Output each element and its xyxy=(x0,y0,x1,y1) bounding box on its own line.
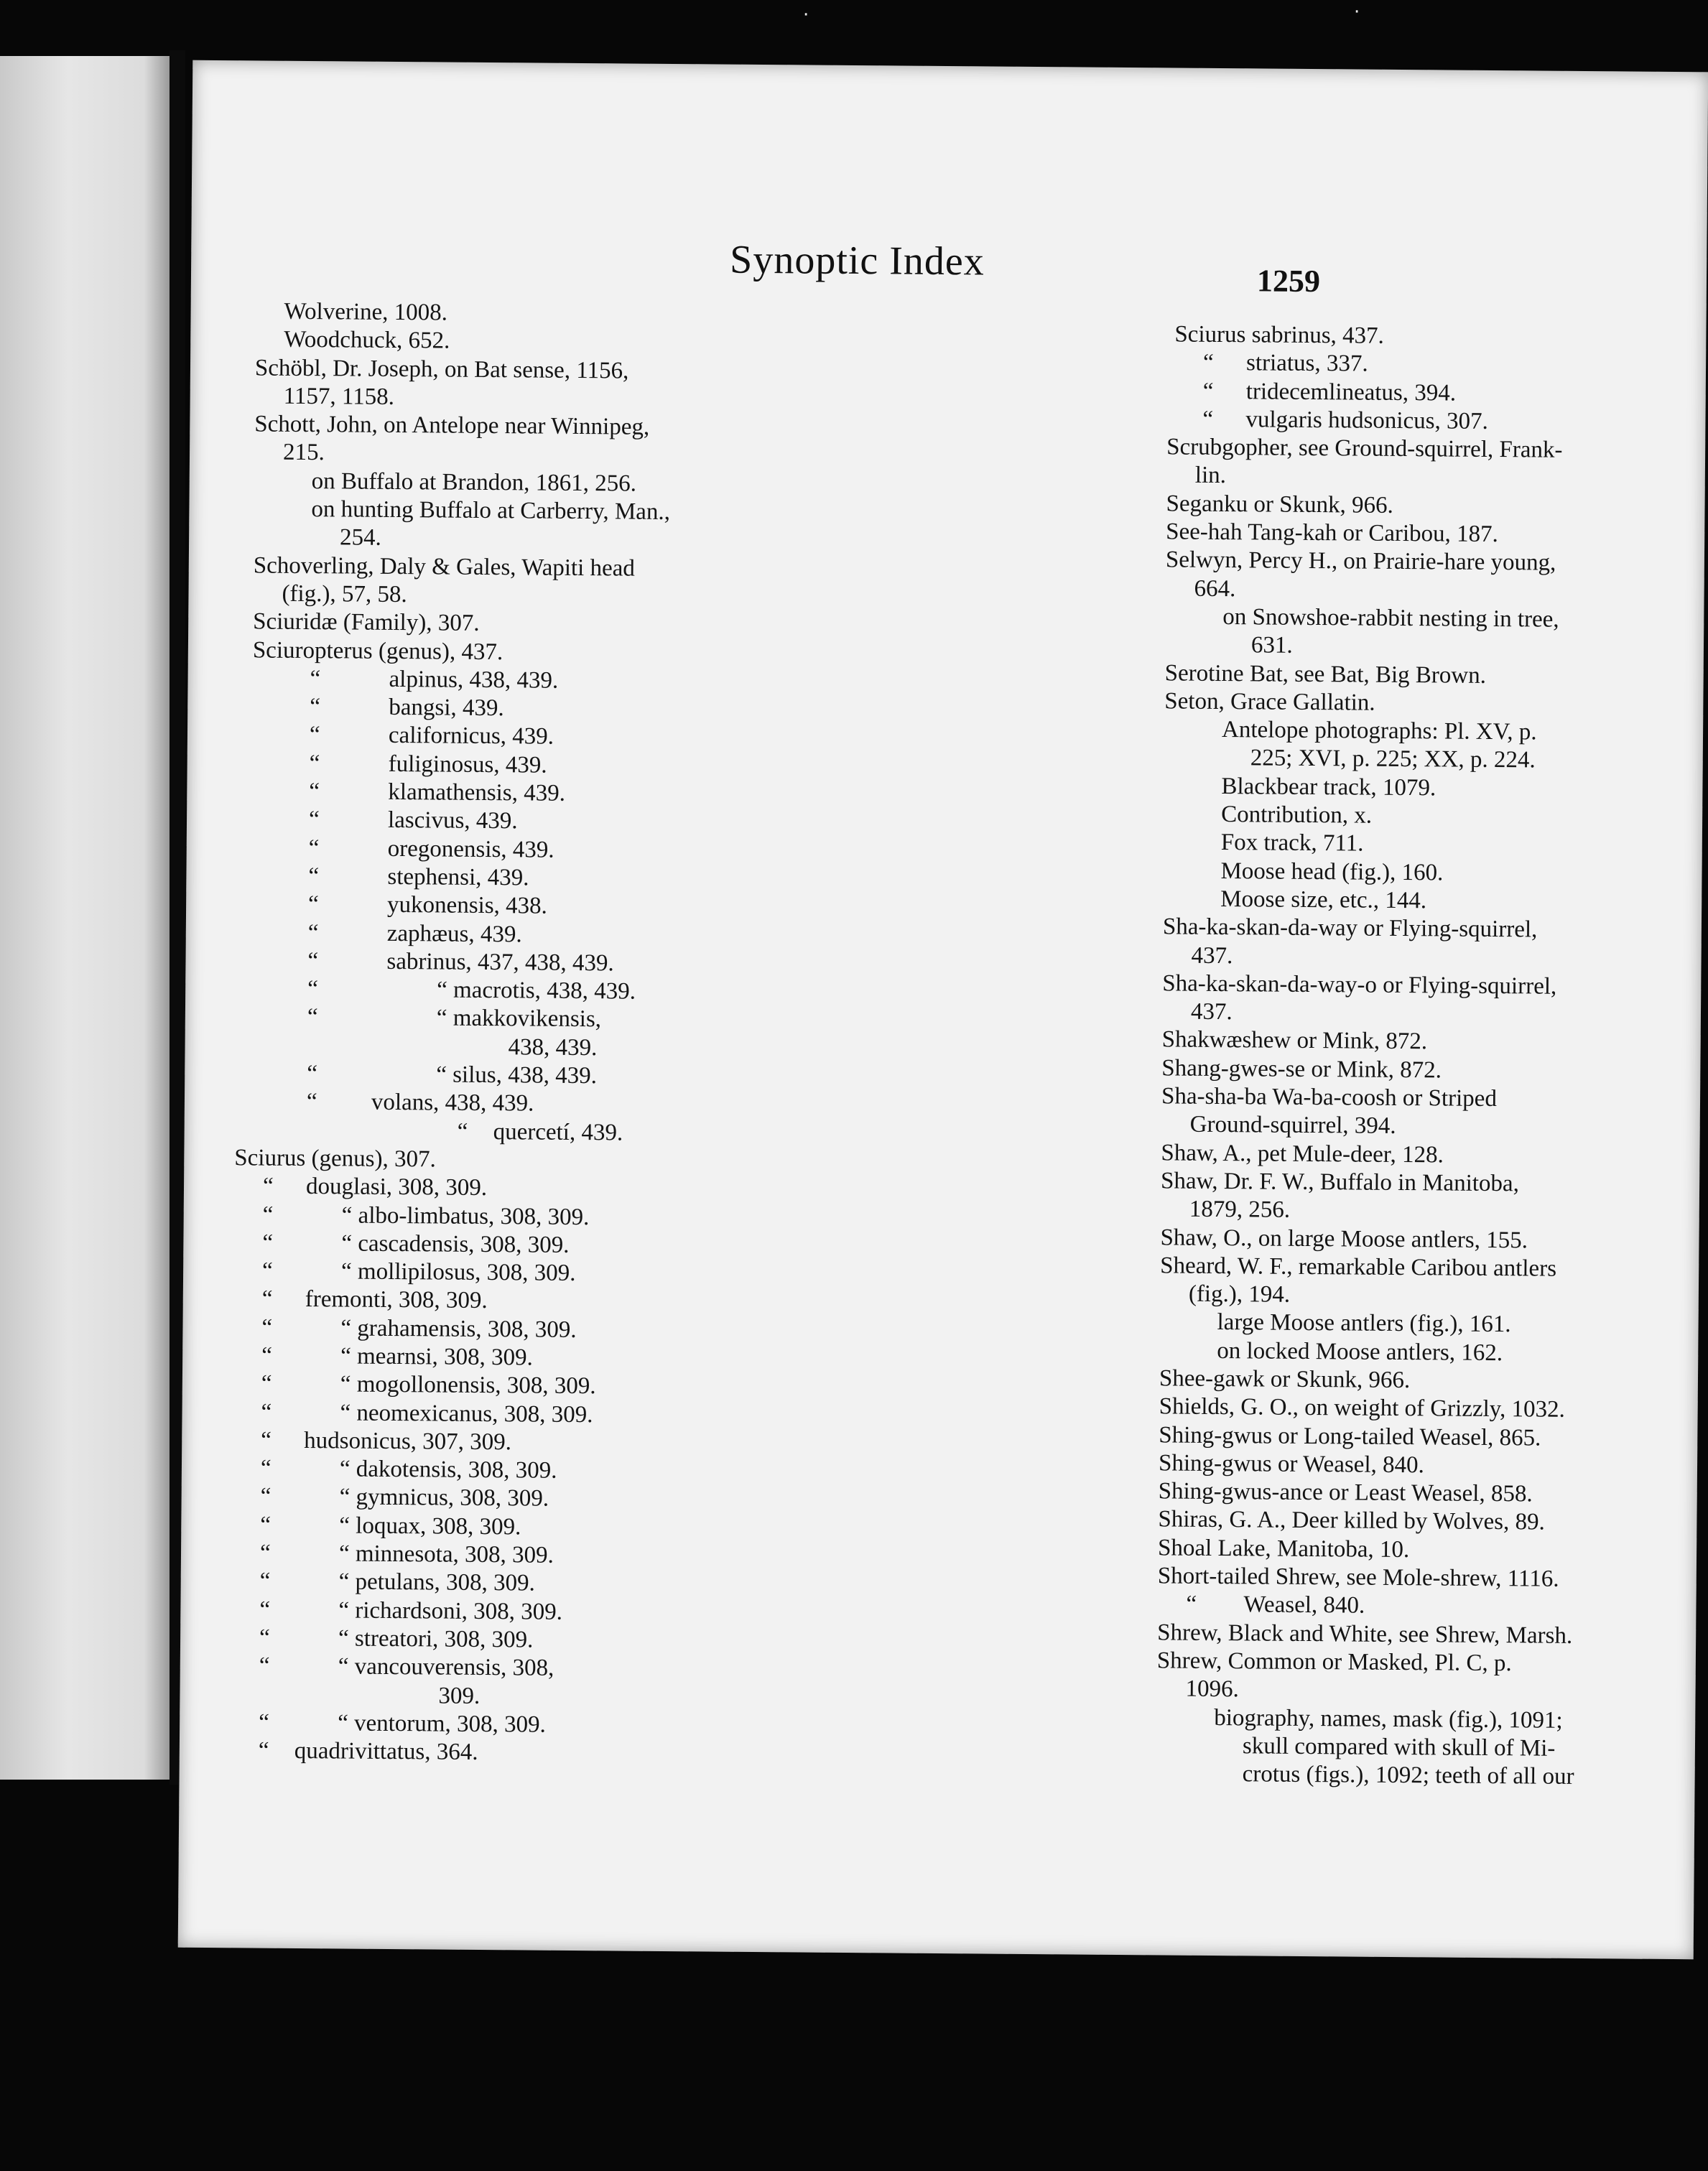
index-entry xyxy=(226,325,715,358)
index-entry xyxy=(222,919,710,951)
index-entry xyxy=(644,1163,1520,1197)
index-entry xyxy=(217,1483,705,1515)
index-entry-subtext: yukonensis, 438. xyxy=(386,892,548,919)
index-entry xyxy=(646,909,1538,943)
index-entry-text: Short-tailed Shrew, see Mole-shrew, 1116. xyxy=(1157,1563,1559,1592)
index-entry xyxy=(224,636,713,669)
index-entry xyxy=(221,1003,710,1036)
index-entry-text: Sciuropterus (genus), 437. xyxy=(252,636,503,665)
index-entry-subtext: “ albo-limbatus, 308, 309. xyxy=(341,1201,590,1230)
index-entry xyxy=(220,1201,708,1233)
index-entry-text: Scrubgopher, see Ground-squirrel, Frank- xyxy=(1166,434,1563,463)
index-entry xyxy=(218,1398,706,1431)
index-entry-text: Selwyn, Percy H., on Prairie-hare young, xyxy=(1165,547,1556,577)
index-entry xyxy=(223,664,712,697)
index-entry xyxy=(646,852,1444,886)
index-entry xyxy=(642,1389,1566,1423)
index-entry xyxy=(641,1502,1545,1536)
index-entry-text: Ground-squirrel, 394. xyxy=(1189,1112,1396,1140)
index-entry-text: “ xyxy=(259,1568,271,1595)
index-entry xyxy=(220,1144,708,1176)
index-entry-subtext: stephensi, 439. xyxy=(387,863,529,891)
index-entry xyxy=(642,1361,1411,1394)
index-entry-text: Shing-gwus or Long-tailed Weasel, 865. xyxy=(1159,1421,1541,1451)
index-entry xyxy=(218,1314,707,1346)
index-entry xyxy=(217,1567,705,1599)
index-entry xyxy=(218,1342,707,1374)
index-entry-subtext: “ cascadensis, 308, 309. xyxy=(341,1230,570,1258)
index-entry-subtext: Weasel, 840. xyxy=(1243,1591,1365,1619)
index-entry-text: “ xyxy=(457,1118,468,1145)
index-entry xyxy=(641,1446,1424,1479)
scan-speck: · xyxy=(1354,1,1360,23)
index-entry-subtext: “ mollipilosus, 308, 309. xyxy=(340,1258,576,1287)
index-entry xyxy=(222,890,710,922)
index-entry-subtext: alpinus, 438, 439. xyxy=(389,666,559,694)
index-page xyxy=(178,60,1708,1959)
adjacent-page-edge xyxy=(0,56,170,1780)
index-entry-text: “ xyxy=(307,919,319,946)
index-entry-subtext: sabrinus, 437, 438, 439. xyxy=(386,948,614,977)
index-entry-text: Sciurus sabrinus, 437. xyxy=(1174,321,1385,349)
page-number: 1259 xyxy=(1256,263,1321,299)
index-entry-text: “ xyxy=(308,863,320,890)
index-entry-text: Shaw, A., pet Mule-deer, 128. xyxy=(1161,1139,1444,1168)
index-entry-text: Shoal Lake, Manitoba, 10. xyxy=(1157,1535,1410,1563)
index-entry-text: lin. xyxy=(1194,462,1227,489)
index-entry xyxy=(223,805,711,837)
index-entry-text: Sciuridæ (Family), 307. xyxy=(253,608,480,637)
index-entry-text: “ xyxy=(262,1201,274,1228)
index-entry xyxy=(641,1474,1533,1507)
index-entry-text: “ xyxy=(307,1061,318,1087)
index-entry xyxy=(639,1699,1563,1734)
index-entry-text: “ xyxy=(261,1427,272,1454)
index-entry-subtext: bangsi, 439. xyxy=(389,694,504,722)
index-entry xyxy=(225,524,713,556)
index-entry-subtext: “ loquax, 308, 309. xyxy=(339,1512,521,1540)
index-entry-text: Shrew, Black and White, see Shrew, Marsh. xyxy=(1157,1619,1573,1649)
index-entry-subtext: “ silus, 438, 439. xyxy=(436,1061,598,1089)
index-entry-subtext: quercetí, 439. xyxy=(493,1118,623,1146)
index-entry xyxy=(647,740,1536,773)
index-entry-text: Fox track, 711. xyxy=(1220,829,1364,857)
index-entry xyxy=(221,975,710,1007)
index-entry xyxy=(645,1022,1428,1055)
index-column-right xyxy=(639,317,1574,1790)
index-entry-text: 1879, 256. xyxy=(1189,1196,1291,1224)
index-entry-text: “ xyxy=(260,1455,271,1482)
index-entry xyxy=(649,486,1393,519)
index-entry xyxy=(648,655,1487,689)
index-entry-text: Contribution, x. xyxy=(1221,801,1373,829)
index-entry xyxy=(221,947,710,979)
index-entry-text: Schoverling, Daly & Gales, Wapiti head xyxy=(253,552,635,582)
index-entry-text: “ xyxy=(1186,1591,1197,1618)
index-entry-text: “ xyxy=(261,1286,273,1313)
index-entry-text: 438, 439. xyxy=(508,1033,598,1061)
index-entry xyxy=(219,1285,707,1317)
index-entry-text: Antelope photographs: Pl. XV, p. xyxy=(1221,717,1537,745)
index-entry-text: “ xyxy=(310,694,321,720)
index-entry xyxy=(219,1257,707,1289)
index-entry xyxy=(646,824,1364,857)
index-entry xyxy=(223,749,712,781)
index-entry xyxy=(222,862,710,894)
index-entry-text: 437. xyxy=(1191,942,1233,969)
index-entry xyxy=(647,712,1537,745)
index-entry-text: “ xyxy=(306,1089,317,1115)
index-entry xyxy=(215,1737,704,1769)
index-entry-text: “ xyxy=(262,1173,274,1199)
index-entry xyxy=(221,1116,709,1148)
index-entry xyxy=(217,1511,705,1543)
index-entry-text: Serotine Bat, see Bat, Big Brown. xyxy=(1164,659,1487,689)
index-entry-subtext: “ mearnsi, 308, 309. xyxy=(340,1343,533,1371)
index-entry-text: on Snowshoe-rabbit nesting in tree, xyxy=(1222,604,1559,633)
index-entry xyxy=(643,1276,1291,1308)
index-entry-text: “ xyxy=(261,1342,272,1369)
index-entry-text: (fig.), 194. xyxy=(1188,1280,1291,1308)
index-entry xyxy=(216,1624,705,1656)
index-entry xyxy=(216,1596,705,1628)
index-entry xyxy=(650,345,1368,377)
index-entry-text: Sha-ka-skan-da-way-o or Flying-squirrel, xyxy=(1162,970,1557,1000)
index-entry-subtext: quadrivittatus, 364. xyxy=(294,1738,478,1766)
index-entry-text: “ xyxy=(259,1652,270,1679)
index-entry-subtext: lascivus, 439. xyxy=(387,807,518,835)
index-entry-subtext: “ grahamensis, 308, 309. xyxy=(340,1315,577,1343)
index-entry-text: “ xyxy=(307,891,319,918)
index-entry-subtext: vulgaris hudsonicus, 307. xyxy=(1245,406,1488,434)
index-entry-subtext: striatus, 337. xyxy=(1245,350,1368,377)
index-entry-text: “ xyxy=(1202,378,1214,404)
index-entry xyxy=(647,684,1375,716)
index-entry xyxy=(216,1652,705,1684)
index-entry-subtext: “ neomexicanus, 308, 309. xyxy=(340,1400,593,1428)
index-entry xyxy=(641,1417,1541,1451)
index-entry-subtext: “ ventorum, 308, 309. xyxy=(338,1710,546,1738)
index-entry xyxy=(226,354,715,386)
index-entry xyxy=(643,1219,1528,1253)
index-entry-text: “ xyxy=(259,1709,269,1736)
index-entry-text: Shrew, Common or Masked, Pl. C, p. xyxy=(1156,1647,1512,1677)
index-entry-text: Woodchuck, 652. xyxy=(284,327,450,354)
index-entry-subtext: volans, 438, 439. xyxy=(371,1089,534,1117)
index-entry-text: “ xyxy=(307,1004,318,1031)
index-entry-text: “ xyxy=(261,1257,273,1284)
index-entry xyxy=(223,834,711,866)
index-entry xyxy=(226,297,715,330)
index-entry-subtext: “ vancouverensis, 308, xyxy=(338,1653,554,1682)
index-entry-text: Schöbl, Dr. Joseph, on Bat sense, 1156, xyxy=(254,355,629,384)
index-entry-text: biography, names, mask (fig.), 1091; xyxy=(1214,1704,1563,1734)
index-entry xyxy=(219,1229,707,1261)
index-entry xyxy=(648,599,1559,633)
index-entry xyxy=(224,580,713,612)
index-entry-text: Shaw, O., on large Moose antlers, 155. xyxy=(1160,1224,1528,1253)
index-entry-text: Sheard, W. F., remarkable Caribou antlers xyxy=(1160,1252,1557,1282)
index-entry xyxy=(640,1614,1573,1649)
index-entry-text: See-hah Tang-kah or Caribou, 187. xyxy=(1166,519,1499,548)
index-entry-text: Shee-gawk or Skunk, 966. xyxy=(1159,1365,1411,1394)
index-entry-text: on locked Moose antlers, 162. xyxy=(1217,1337,1503,1366)
index-entry-text: Sciurus (genus), 307. xyxy=(234,1145,436,1173)
index-entry-text: on Buffalo at Brandon, 1861, 256. xyxy=(311,468,637,497)
index-entry xyxy=(649,542,1556,577)
index-entry-subtext: “ mogollonensis, 308, 309. xyxy=(340,1371,596,1400)
index-entry-text: “ xyxy=(309,750,320,776)
index-entry-text: crotus (figs.), 1092; teeth of all our xyxy=(1242,1761,1574,1790)
index-entry-subtext: “ minnesota, 308, 309. xyxy=(338,1540,554,1568)
index-entry-text: Schott, John, on Antelope near Winnipeg, xyxy=(254,411,650,440)
index-entry xyxy=(640,1586,1365,1619)
index-entry-subtext: “ macrotis, 438, 439. xyxy=(437,977,636,1005)
index-entry-text: 664. xyxy=(1194,575,1236,602)
index-entry-subtext: zaphæus, 439. xyxy=(386,920,522,947)
index-entry xyxy=(644,1107,1396,1140)
index-entry-text: “ xyxy=(261,1314,273,1341)
index-entry-text: 309. xyxy=(438,1683,481,1709)
index-entry xyxy=(223,777,711,809)
index-entry xyxy=(226,410,714,442)
index-entry-text: “ xyxy=(307,976,318,1003)
index-entry-text: skull compared with skull of Mi- xyxy=(1242,1733,1556,1762)
index-entry-text: 225; XVI, p. 225; XX, p. 224. xyxy=(1250,745,1536,773)
index-entry xyxy=(645,937,1233,970)
index-entry xyxy=(226,467,714,499)
index-entry-subtext: californicus, 439. xyxy=(388,722,554,750)
index-entry xyxy=(217,1539,705,1571)
index-entry-text: Sha-sha-ba Wa-ba-coosh or Striped xyxy=(1161,1083,1498,1112)
index-entry xyxy=(644,1191,1291,1224)
index-entry-subtext: “ petulans, 308, 309. xyxy=(338,1568,535,1596)
index-entry xyxy=(649,457,1227,490)
index-entry xyxy=(642,1304,1511,1338)
index-entry-subtext: “ dakotensis, 308, 309. xyxy=(339,1456,557,1484)
index-entry xyxy=(226,382,715,414)
index-entry-text: “ xyxy=(259,1624,270,1651)
index-entry xyxy=(646,768,1437,801)
index-entry-text: “ xyxy=(1202,406,1214,432)
index-entry xyxy=(645,994,1233,1026)
index-entry-text: “ xyxy=(309,722,320,748)
index-entry xyxy=(643,1248,1557,1282)
index-entry xyxy=(649,401,1488,434)
index-entry-text: “ xyxy=(259,1596,271,1623)
index-entry xyxy=(639,1671,1239,1703)
index-entry-text: “ xyxy=(261,1399,272,1426)
index-entry-text: (fig.), 57, 58. xyxy=(282,580,407,608)
index-entry xyxy=(218,1426,706,1459)
index-entry-text: “ xyxy=(1202,350,1214,376)
index-entry-text: Seganku or Skunk, 966. xyxy=(1166,491,1393,519)
index-entry xyxy=(639,1728,1556,1762)
index-entry-text: “ xyxy=(260,1484,271,1510)
index-entry xyxy=(640,1643,1512,1677)
index-entry xyxy=(644,1079,1498,1112)
index-entry xyxy=(221,1031,709,1064)
index-entry-subtext: hudsonicus, 307, 309. xyxy=(304,1427,512,1456)
index-entry-subtext: “ makkovikensis, xyxy=(436,1005,602,1033)
index-entry-text: Shaw, Dr. F. W., Buffalo in Manitoba, xyxy=(1160,1168,1520,1197)
index-entry-text: Shang-gwes-se or Mink, 872. xyxy=(1161,1055,1442,1084)
index-entry xyxy=(221,1087,709,1120)
index-entry-subtext: “ richardsoni, 308, 309. xyxy=(338,1597,563,1625)
index-entry xyxy=(223,692,712,725)
index-entry-text: “ xyxy=(307,947,319,974)
index-entry xyxy=(648,627,1293,659)
index-entry-text: Moose size, etc., 144. xyxy=(1220,885,1427,914)
index-entry-text: 215. xyxy=(282,440,325,466)
index-entry xyxy=(644,1135,1444,1168)
index-entry-text: 1096. xyxy=(1185,1675,1239,1703)
index-entry xyxy=(225,552,713,584)
index-entry xyxy=(223,721,712,753)
index-entry-subtext: “ gymnicus, 308, 309. xyxy=(339,1484,549,1512)
index-entry xyxy=(650,373,1457,406)
index-entry-subtext: klamathensis, 439. xyxy=(388,778,566,806)
index-entry-text: “ xyxy=(308,806,320,833)
index-entry xyxy=(650,317,1385,349)
index-entry xyxy=(646,796,1373,829)
index-entry-text: “ xyxy=(261,1370,272,1397)
index-entry xyxy=(639,1756,1574,1790)
index-entry-text: Shields, G. O., on weight of Grizzly, 1032. xyxy=(1159,1393,1566,1423)
index-entry xyxy=(649,514,1499,548)
index-entry xyxy=(220,1172,708,1204)
index-entry-text: 1157, 1158. xyxy=(283,383,395,410)
index-entry xyxy=(215,1709,704,1741)
index-entry-text: “ xyxy=(309,778,320,805)
index-entry-text: large Moose antlers (fig.), 161. xyxy=(1217,1309,1511,1338)
index-entry-text: Wolverine, 1008. xyxy=(284,298,448,326)
index-entry xyxy=(645,966,1557,1000)
index-entry xyxy=(641,1558,1559,1592)
index-entry-text: “ xyxy=(259,1540,271,1566)
index-entry-text: on hunting Buffalo at Carberry, Man., xyxy=(311,496,671,526)
index-entry-subtext: fremonti, 308, 309. xyxy=(305,1286,488,1314)
index-entry xyxy=(642,1332,1503,1366)
index-entry-text: “ xyxy=(308,835,320,861)
index-entry-text: “ xyxy=(258,1737,269,1764)
index-entry xyxy=(225,495,713,527)
index-entry xyxy=(646,881,1427,914)
index-entry-text: “ xyxy=(310,665,321,692)
index-entry-text: Moose head (fig.), 160. xyxy=(1220,857,1444,886)
index-entry-subtext: douglasi, 308, 309. xyxy=(305,1173,488,1201)
index-entry xyxy=(215,1680,704,1713)
index-entry-text: Blackbear track, 1079. xyxy=(1221,773,1437,801)
index-entry xyxy=(218,1454,706,1487)
index-entry-text: “ xyxy=(262,1229,274,1256)
index-entry xyxy=(644,1050,1442,1084)
index-entry-text: Seton, Grace Gallatin. xyxy=(1164,688,1375,716)
index-entry xyxy=(226,439,714,471)
index-entry-text: 437. xyxy=(1190,998,1233,1026)
index-entry xyxy=(641,1530,1410,1563)
index-entry-text: Shiras, G. A., Deer killed by Wolves, 89. xyxy=(1158,1506,1545,1536)
page-title: Synoptic Index xyxy=(729,237,985,284)
index-entry-text: Shing-gwus-ance or Least Weasel, 858. xyxy=(1158,1478,1533,1507)
index-entry-subtext: oregonensis, 439. xyxy=(387,835,554,863)
index-entry-subtext: “ streatori, 308, 309. xyxy=(338,1625,534,1653)
index-entry-text: 631. xyxy=(1250,632,1293,659)
index-entry-subtext: tridecemlineatus, 394. xyxy=(1245,378,1457,406)
index-entry-text: “ xyxy=(260,1512,271,1538)
index-entry xyxy=(218,1370,707,1402)
index-entry-text: 254. xyxy=(339,524,382,552)
index-entry-text: Shakwæshew or Mink, 872. xyxy=(1161,1026,1428,1055)
index-entry xyxy=(224,608,713,640)
index-entry xyxy=(648,570,1236,603)
index-entry xyxy=(221,1059,709,1092)
index-entry xyxy=(649,429,1563,463)
index-entry-subtext: fuliginosus, 439. xyxy=(388,750,547,778)
scan-speck: · xyxy=(803,4,809,26)
index-entry-text: Sha-ka-skan-da-way or Flying-squirrel, xyxy=(1162,914,1538,943)
index-entry-text: Shing-gwus or Weasel, 840. xyxy=(1158,1450,1424,1479)
